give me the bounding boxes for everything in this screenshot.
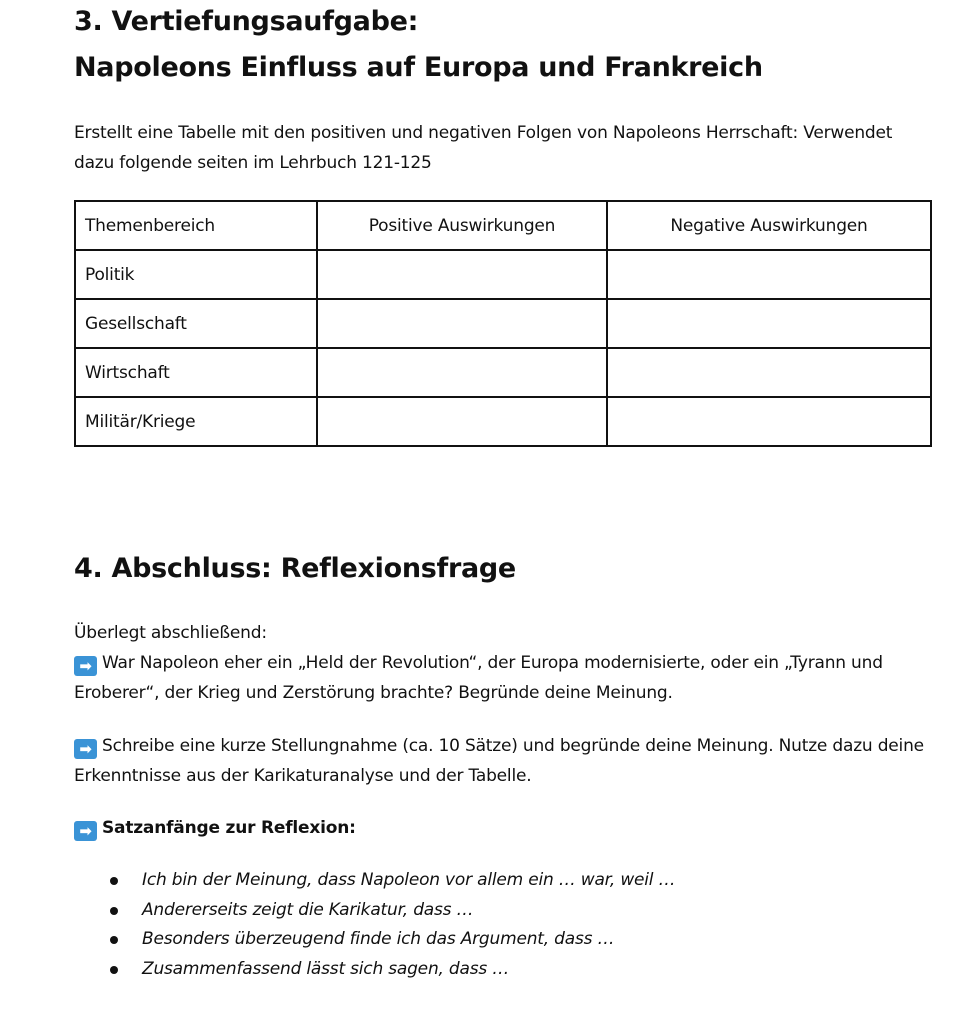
sentence-starters-heading: Satzanfänge zur Reflexion: [102, 818, 356, 838]
list-item [74, 866, 675, 896]
list-item [74, 896, 675, 926]
sentence-starters-heading-block [74, 813, 356, 843]
arrow-right-icon: ➡ [74, 739, 97, 759]
reflection-prompt [74, 618, 883, 708]
bullet-icon [110, 877, 118, 885]
task-line-2: Erkenntnisse aus der Karikaturanalyse und der Tabelle. [74, 766, 532, 786]
table-cell-topic: Politik [75, 250, 317, 299]
arrow-right-icon: ➡ [74, 656, 97, 676]
sentence-starter-text: Besonders überzeugend finde ich das Argument, dass … [142, 929, 615, 949]
list-item [74, 955, 675, 985]
table-cell-negative[interactable] [607, 299, 931, 348]
task-text-1: Schreibe eine kurze Stellungnahme (ca. 10 Sätze) und begründe deine Meinung. Nutze dazu deine [102, 736, 924, 756]
sentence-starters-list [74, 866, 675, 984]
table-header-positive: Positive Auswirkungen [317, 201, 607, 250]
instruction-line-1: Erstellt eine Tabelle mit den positiven und negativen Folgen von Napoleons Herrschaft: Verwendet [74, 123, 893, 143]
section3-title-line2: Napoleons Einfluss auf Europa und Frankreich [74, 52, 763, 83]
sentence-starters-heading-line [74, 813, 356, 843]
bullet-icon [110, 936, 118, 944]
table-row [75, 397, 931, 446]
table-row [75, 299, 931, 348]
table-cell-topic: Wirtschaft [75, 348, 317, 397]
consequences-table [74, 200, 932, 447]
question-text-1: War Napoleon eher ein „Held der Revolution“, der Europa modernisierte, oder ein „Tyrann und [102, 653, 883, 673]
instruction-line-2: dazu folgende seiten im Lehrbuch 121-125 [74, 153, 432, 173]
task-line-1 [74, 731, 924, 761]
table-cell-positive[interactable] [317, 397, 607, 446]
table-header-topic: Themenbereich [75, 201, 317, 250]
table-cell-negative[interactable] [607, 250, 931, 299]
table-cell-topic: Gesellschaft [75, 299, 317, 348]
bullet-icon [110, 907, 118, 915]
section4-title: 4. Abschluss: Reflexionsfrage [74, 553, 516, 584]
section3-title-line1: 3. Vertiefungsaufgabe: [74, 6, 419, 37]
table-header-row [75, 201, 931, 250]
table-cell-negative[interactable] [607, 348, 931, 397]
sentence-starter-text: Andererseits zeigt die Karikatur, dass … [142, 899, 474, 920]
table-row [75, 250, 931, 299]
table-cell-positive[interactable] [317, 250, 607, 299]
bullet-icon [110, 966, 118, 974]
sentence-starter-text: Ich bin der Meinung, dass Napoleon vor allem ein … war, weil … [142, 870, 676, 890]
question-line-2: Eroberer“, der Krieg und Zerstörung brachte? Begründe deine Meinung. [74, 683, 673, 703]
table-cell-topic: Militär/Kriege [75, 397, 317, 446]
table-header-negative: Negative Auswirkungen [607, 201, 931, 250]
sentence-starter-text: Zusammenfassend lässt sich sagen, dass … [142, 958, 510, 979]
question-line-1 [74, 648, 883, 678]
list-item [74, 925, 675, 955]
table-row [75, 348, 931, 397]
table-cell-positive[interactable] [317, 299, 607, 348]
section3-instruction [74, 118, 892, 178]
reflection-intro: Überlegt abschließend: [74, 623, 267, 643]
table-cell-negative[interactable] [607, 397, 931, 446]
table-cell-positive[interactable] [317, 348, 607, 397]
writing-task [74, 731, 924, 791]
arrow-right-icon: ➡ [74, 821, 97, 841]
